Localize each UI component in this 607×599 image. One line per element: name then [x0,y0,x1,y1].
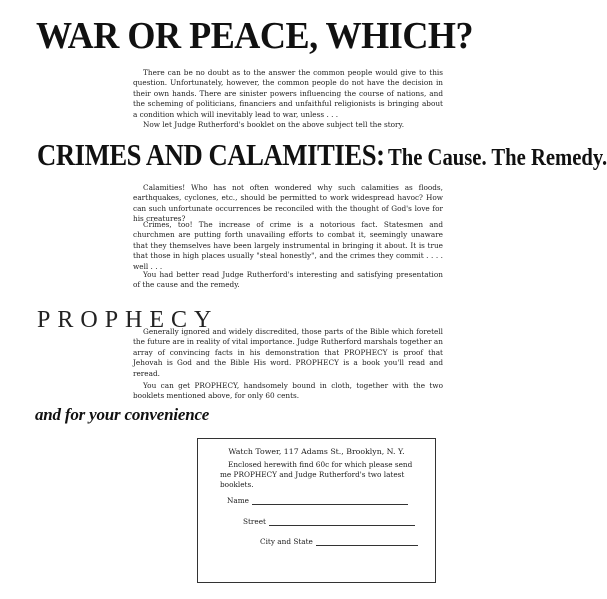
coupon-name-label: Name [227,496,249,505]
paragraph-war-1: There can be no doubt as to the answer the common people would give to this question. Unfortunately, however, the common people do not have the decision in their own hands. There are sinister powers influencing the course of nations, and the scheming of politicians, financiers and unfaithful religionists is bringing about a condition which will inevitably lead to war, unless . . . [133,68,443,119]
coupon-street-label: Street [243,517,266,526]
headline-crimes-sub: The Cause. The Remedy. [387,145,607,171]
coupon-enclosed-text: Enclosed herewith find 60c for which please send me PROPHECY and Judge Rutherford's two latest booklets. [220,460,413,489]
coupon-city-field[interactable] [260,537,418,546]
order-coupon [197,438,436,583]
headline-crimes-main: CRIMES AND CALAMITIES: [37,137,385,172]
coupon-name-line[interactable] [252,496,408,505]
coupon-address: Watch Tower, 117 Adams St., Brooklyn, N. Y. [228,447,405,456]
coupon-name-field[interactable] [227,496,408,505]
coupon-street-field[interactable] [243,517,415,526]
paragraph-war-2: Now let Judge Rutherford's booklet on the above subject tell the story. [143,120,405,129]
paragraph-crimes-2: Crimes, too! The increase of crime is a notorious fact. Statesmen and churchmen are putting forth unavailing efforts to combat it, seemingly unaware that they themselves have been largely instrumental in bringing it about. It is true that those in high places usually "steal honestly", and the crimes they commit . . . . well . . . [133,220,443,271]
headline-crimes-and-calamities [37,137,607,173]
headline-war-or-peace: WAR OR PEACE, WHICH? [36,15,474,57]
paragraph-prophecy-2: You can get PROPHECY, handsomely bound in cloth, together with the two booklets mentioned above, for only 60 cents. [133,381,443,401]
paragraph-crimes-1: Calamities! Who has not often wondered why such calamities as floods, earthquakes, cyclones, etc., should be permitted to work widespread havoc? How can such unfortunate occurrences be reconciled with the thought of God's love for his creatures? [133,183,443,224]
paragraph-crimes-3: You had better read Judge Rutherford's interesting and satisfying presentation of the cause and the remedy. [133,270,443,290]
headline-convenience: and for your convenience [35,405,210,424]
coupon-city-label: City and State [260,537,313,546]
headline-prophecy: PROPHECY [37,307,219,333]
coupon-street-line[interactable] [269,517,415,526]
coupon-city-line[interactable] [316,537,418,546]
paragraph-prophecy-1: Generally ignored and widely discredited, those parts of the Bible which foretell the future are in reality of vital importance. Judge Rutherford marshals together an array of convincing facts in his demonstration that PROPHECY is proof that Jehovah is God and the Bible His word. PROPHECY is a book you'll read and reread. [133,327,443,378]
